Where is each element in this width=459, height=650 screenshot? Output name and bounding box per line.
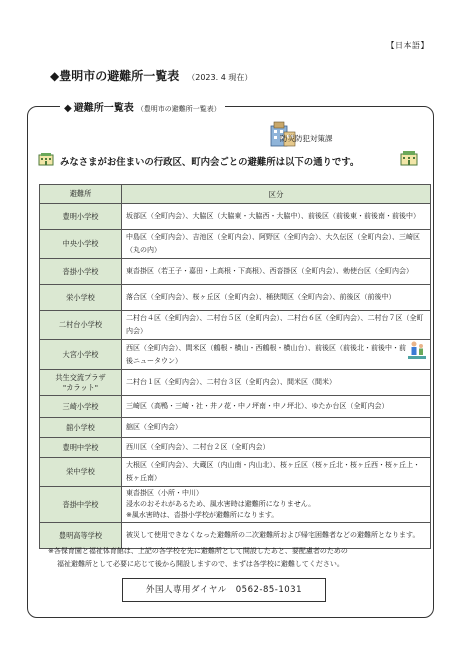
- section-title: [60, 99, 225, 114]
- shelter-area: 舘区（全町内会）: [122, 418, 431, 438]
- shelter-name: 沓掛中学校: [40, 487, 122, 523]
- shelter-name: 共生交流プラザ "カラット": [40, 370, 122, 396]
- table-row: [40, 487, 431, 523]
- shelter-name: 三崎小学校: [40, 396, 122, 418]
- foreigner-hotline: 外国人専用ダイヤル 0562-85-1031: [122, 578, 326, 602]
- title-date: （2023. 4 現在）: [187, 73, 253, 82]
- shelter-name: 中央小学校: [40, 230, 122, 259]
- table-row: [40, 396, 431, 418]
- shelter-table: [39, 184, 431, 549]
- shelter-name: 豊明高等学校: [40, 523, 122, 549]
- table-row: [40, 259, 431, 285]
- shelter-area: 中島区（全町内会）、吉池区（全町内会）、阿野区（全町内会）、大久伝区（全町内会）、三崎区（丸の内）: [122, 230, 431, 259]
- table-row: [40, 418, 431, 438]
- shelter-area: 落合区（全町内会）、桜ヶ丘区（全町内会）、桶狭間区（全町内会）、前後区（前後中）: [122, 285, 431, 311]
- shelter-name: 豊明中学校: [40, 438, 122, 458]
- table-row: [40, 438, 431, 458]
- shelter-name: 舘小学校: [40, 418, 122, 438]
- footnote-line-1: ※各保育園と福祉体育館は、上記の各学校を先に避難所として開設したあと、要配慮者のための: [48, 547, 348, 555]
- shelter-area: 東沓掛区（若王子・嘉田・上高根・下高根）、西沓掛区（全町内会）、勅使台区（全町内会）: [122, 259, 431, 285]
- column-header-area: 区分: [122, 185, 431, 204]
- shelter-area: 二村台１区（全町内会）、二村台３区（全町内会）、間米区（間米）: [122, 370, 431, 396]
- table-row: [40, 311, 431, 340]
- shelter-area-cell: [122, 340, 431, 370]
- intro-text: [42, 154, 440, 168]
- table-row: [40, 340, 431, 370]
- title-marker: ◆: [50, 69, 60, 83]
- shelter-area: 三崎区（高鴨・三崎・社・井ノ花・中ノ坪南・中ノ坪北）、ゆたか台区（全町内会）: [122, 396, 431, 418]
- table-row: [40, 458, 431, 487]
- section-note: （豊明市の避難所一覧表）: [136, 105, 221, 113]
- footnote: [48, 545, 426, 571]
- shelter-area: 大根区（全町内会）、大蔵区（内山南・内山北）、桜ヶ丘区（桜ヶ丘北・桜ヶ丘西・桜ヶ丘上・桜ヶ丘南）: [122, 458, 431, 487]
- shelter-name: 沓掛小学校: [40, 259, 122, 285]
- page-title: [50, 67, 252, 84]
- shelter-area: 二村台４区（全町内会）、二村台５区（全町内会）、二村台６区（全町内会）、二村台７区（全町内会）: [122, 311, 431, 340]
- shelter-name: 大宮小学校: [40, 340, 122, 370]
- table-row: [40, 370, 431, 396]
- shelter-name: 栄中学校: [40, 458, 122, 487]
- shelter-area: 西川区（全町内会）、二村台２区（全町内会）: [122, 438, 431, 458]
- family-evacuation-icon: [408, 340, 426, 360]
- department-name: 防災防犯対策課: [280, 134, 333, 143]
- shelter-area: 被災して使用できなくなった避難所の二次避難所および帰宅困難者などの避難所となります。: [122, 523, 431, 549]
- table-row: [40, 285, 431, 311]
- section-marker: ◆: [64, 103, 72, 114]
- table-row: [40, 230, 431, 259]
- section-label: 避難所一覧表: [73, 103, 134, 114]
- shelter-area: 坂部区（全町内会）、大脇区（大脇東・大脇西・大脇中）、前後区（前後東・前後南・前後中）: [122, 204, 431, 230]
- intro-sentence: みなさまがお住まいの行政区、町内会ごとの避難所は以下の通りです。: [60, 157, 360, 168]
- shelter-name: 二村台小学校: [40, 311, 122, 340]
- table-header-row: [40, 185, 431, 204]
- column-header-shelter: 避難所: [40, 185, 122, 204]
- shelter-area: 西区（全町内会）、間米区（鶴根・横山・西鶴根・横山台）、前後区（前後北・前後中・前後ニュータウン）: [126, 343, 406, 365]
- shelter-name: 栄小学校: [40, 285, 122, 311]
- title-text: 豊明市の避難所一覧表: [59, 69, 180, 83]
- table-row: [40, 204, 431, 230]
- shelter-area: 東沓掛区（小所・中川） 浸水のおそれがあるため、風水害時は避難所になりません。 ※風水害時は、沓掛小学校が避難所になります。: [122, 487, 431, 523]
- shelter-name: 豊明小学校: [40, 204, 122, 230]
- footnote-line-2: 福祉避難所として必要に応じて後から開設しますので、まずは各学校に避難してください。: [57, 560, 344, 568]
- language-tag: 【日本語】: [386, 41, 429, 50]
- building-icon: [400, 150, 418, 166]
